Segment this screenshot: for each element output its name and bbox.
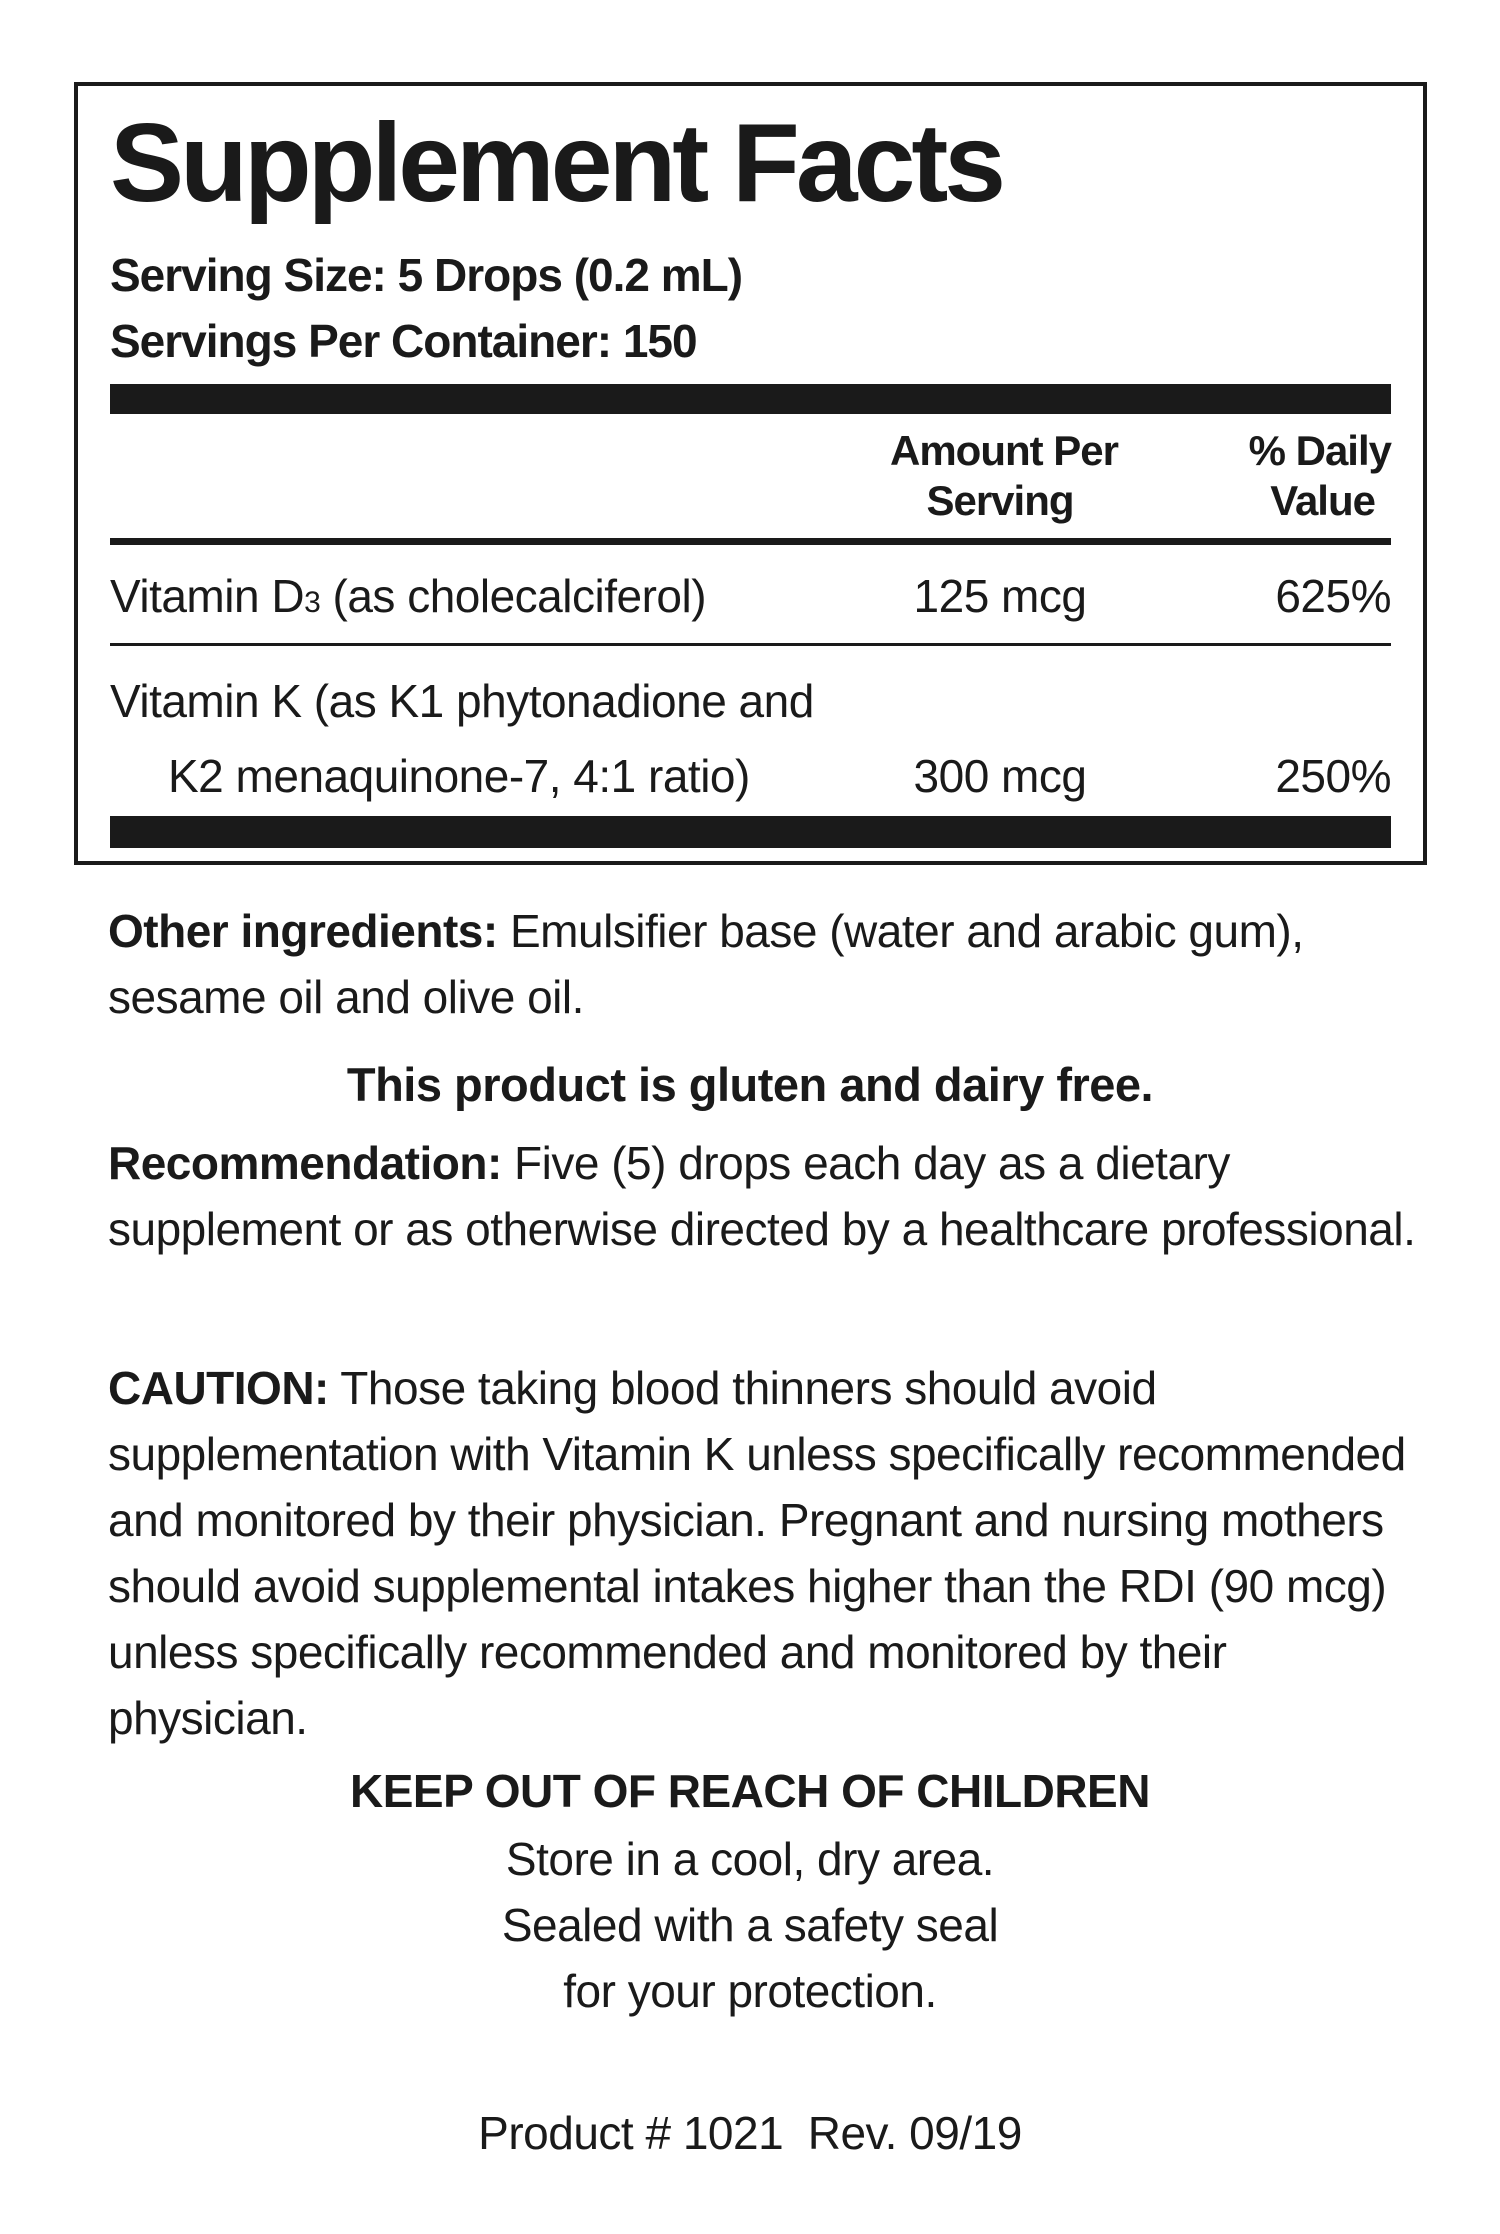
column-header-amount-line1: Amount Per — [890, 427, 1119, 474]
column-header-daily-value — [1201, 426, 1391, 526]
header-divider — [110, 538, 1391, 545]
safety-seal-line1: Sealed with a safety seal — [501, 1899, 999, 1951]
nutrient-name-main: Vitamin D — [110, 570, 305, 622]
row-divider — [110, 643, 1391, 646]
supplement-facts-inner — [110, 86, 1391, 861]
column-header-amount — [890, 426, 1119, 526]
other-ingredients-label: Other ingredients: — [108, 905, 498, 957]
nutrient-name-vitamin-k-line2: K2 menaquinone-7, 4:1 ratio) — [168, 750, 750, 802]
gluten-dairy-statement: This product is gluten and dairy free. — [346, 1058, 1154, 1111]
nutrient-amount-vitamin-d3: 125 mcg — [913, 570, 1087, 622]
caution — [108, 1355, 1438, 1751]
nutrient-name-vitamin-k-line1: Vitamin K (as K1 phytonadione and — [110, 675, 814, 727]
other-ingredients — [108, 898, 1438, 1030]
nutrient-name-vitamin-d3 — [110, 570, 707, 622]
nutrient-name-subscript: 3 — [304, 586, 321, 619]
servings-per-container: Servings Per Container: 150 — [110, 315, 697, 367]
recommendation-label: Recommendation: — [108, 1137, 502, 1189]
nutrient-dv-vitamin-k: 250% — [1275, 750, 1391, 802]
safety-seal-line2: for your protection. — [563, 1965, 937, 2017]
column-header-dv-line2: Value — [1270, 477, 1375, 524]
serving-size: Serving Size: 5 Drops (0.2 mL) — [110, 249, 743, 301]
product-number: Product # 1021 Rev. 09/19 — [478, 2107, 1022, 2159]
recommendation-text: Five (5) drops each day as a dietary supplement or as otherwise directed by a healthcare professional. — [108, 1137, 1416, 1255]
storage-instructions: Store in a cool, dry area. — [505, 1833, 995, 1885]
nutrient-name-rest: (as cholecalciferol) — [320, 570, 707, 622]
caution-text: Those taking blood thinners should avoid supplementation with Vitamin K unless specifically recommended and monitored by their physician. Pregnant and nursing mothers should avoid supplemental intakes higher than the RDI (90 mcg) unless specifically recommended and monitored by their physician. — [108, 1362, 1406, 1744]
supplement-facts-panel — [74, 82, 1427, 865]
nutrient-amount-vitamin-k: 300 mcg — [913, 750, 1087, 802]
column-header-dv-line1: % Daily — [1248, 427, 1391, 474]
caution-label: CAUTION: — [108, 1362, 329, 1414]
keep-out-of-reach-warning: KEEP OUT OF REACH OF CHILDREN — [350, 1765, 1150, 1817]
recommendation — [108, 1130, 1438, 1262]
column-header-amount-line2: Serving — [926, 477, 1074, 524]
top-divider-bar — [110, 384, 1391, 414]
bottom-divider-bar — [110, 816, 1391, 848]
other-ingredients-text: Emulsifier base (water and arabic gum), sesame oil and olive oil. — [108, 905, 1304, 1023]
nutrient-dv-vitamin-d3: 625% — [1275, 570, 1391, 622]
facts-title: Supplement Facts — [110, 101, 1003, 225]
